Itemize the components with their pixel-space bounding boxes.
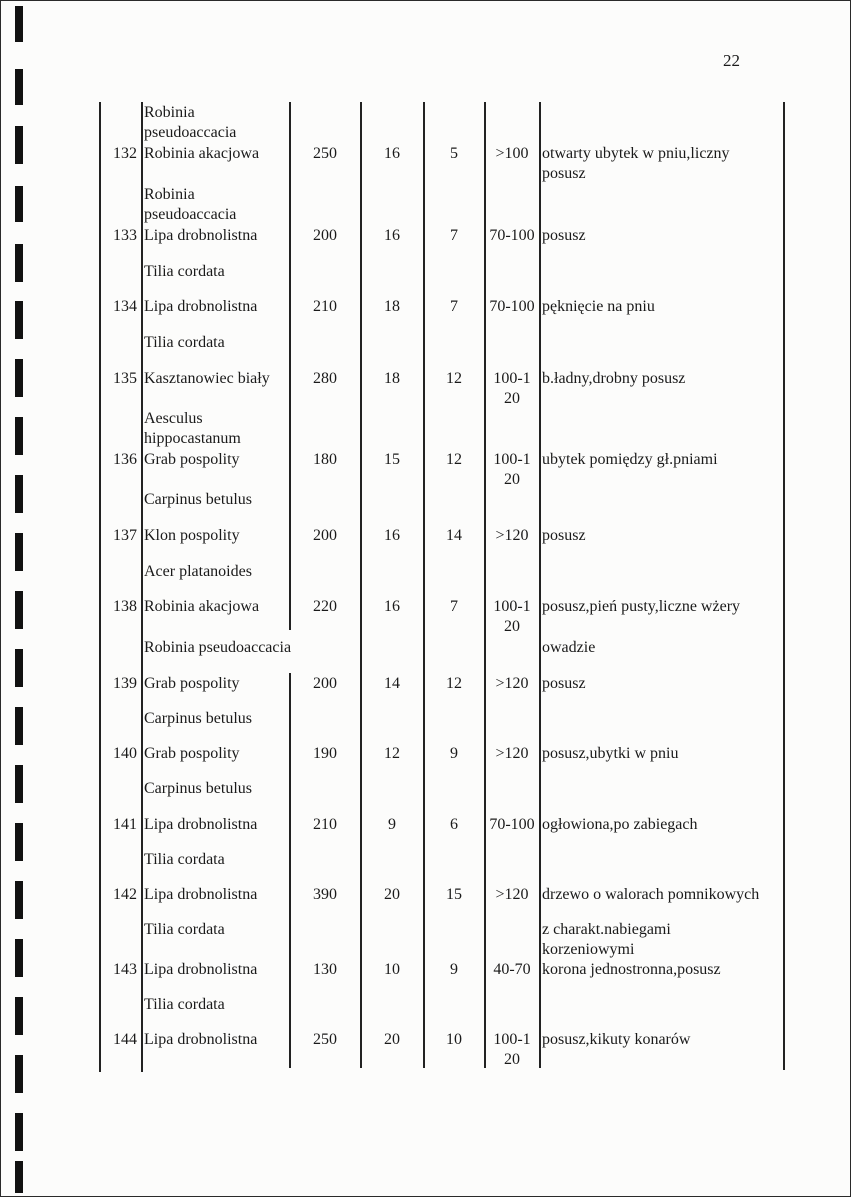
- column-rule: [289, 102, 291, 630]
- binding-mark: [15, 475, 23, 513]
- binding-mark: [15, 301, 23, 339]
- column-rule: [360, 102, 362, 1068]
- latin-name: Tilia cordata: [144, 334, 225, 351]
- tree-age: >100: [495, 145, 529, 162]
- notes: ubytek pomiędzy gł.pniami: [542, 451, 718, 468]
- row-number: 140: [113, 745, 137, 762]
- binding-mark: [15, 823, 23, 861]
- column-rule: [289, 673, 291, 1068]
- binding-mark: [15, 6, 23, 42]
- binding-mark: [15, 997, 23, 1035]
- latin-name: Robinia pseudoaccacia: [144, 639, 292, 656]
- row-number: 139: [113, 675, 137, 692]
- binding-mark: [15, 533, 23, 571]
- crown-width: 10: [446, 1031, 462, 1048]
- binding-mark: [15, 1113, 23, 1151]
- column-rule: [141, 102, 143, 1072]
- latin-name: Tilia cordata: [144, 263, 225, 280]
- notes: ogłowiona,po zabiegach: [542, 816, 698, 833]
- binding-mark: [15, 359, 23, 397]
- polish-name: Robinia akacjowa: [144, 598, 260, 615]
- column-rule: [423, 102, 425, 1068]
- circumference: 210: [313, 816, 337, 833]
- tree-age: 100-120: [493, 451, 531, 488]
- polish-name: Grab pospolity: [144, 675, 240, 692]
- latin-name: Tilia cordata: [144, 921, 225, 938]
- crown-width: 5: [450, 145, 458, 162]
- binding-mark: [15, 244, 23, 282]
- binding-mark: [15, 69, 23, 105]
- polish-name: Robinia akacjowa: [144, 145, 260, 162]
- notes: posusz,kikuty konarów: [542, 1031, 691, 1048]
- tree-age: 70-100: [489, 816, 535, 833]
- crown-width: 6: [450, 816, 458, 833]
- tree-age: 70-100: [489, 298, 535, 315]
- row-number: 136: [113, 451, 137, 468]
- polish-name: Klon pospolity: [144, 527, 240, 544]
- polish-name: Lipa drobnolistna: [144, 961, 258, 978]
- polish-name: Lipa drobnolistna: [144, 886, 258, 903]
- row-number: 137: [113, 527, 137, 544]
- binding-mark: [15, 939, 23, 977]
- notes: posusz,ubytki w pniu: [542, 745, 679, 762]
- latin-name: Carpinus betulus: [144, 780, 252, 797]
- polish-name: Lipa drobnolistna: [144, 227, 258, 244]
- polish-name: Grab pospolity: [144, 745, 240, 762]
- row-number: 142: [113, 886, 137, 903]
- tree-age: 70-100: [489, 227, 535, 244]
- tree-height: 18: [384, 370, 400, 387]
- column-rule: [484, 102, 486, 1068]
- tree-height: 12: [384, 745, 400, 762]
- crown-width: 15: [446, 886, 462, 903]
- notes: drzewo o walorach pomnikowych: [542, 886, 760, 903]
- crown-width: 7: [450, 298, 458, 315]
- binding-mark: [15, 126, 23, 164]
- binding-mark: [15, 1161, 23, 1193]
- binding-mark: [15, 591, 23, 629]
- circumference: 130: [313, 961, 337, 978]
- column-rule: [539, 102, 541, 1068]
- polish-name: Lipa drobnolistna: [144, 1031, 258, 1048]
- tree-age: 100-120: [493, 1031, 531, 1068]
- tree-height: 20: [384, 886, 400, 903]
- notes-continued: z charakt.nabiegami korzeniowymi: [542, 921, 671, 958]
- polish-name: Grab pospolity: [144, 451, 240, 468]
- tree-height: 20: [384, 1031, 400, 1048]
- notes: otwarty ubytek w pniu,liczny posusz: [542, 145, 730, 182]
- circumference: 180: [313, 451, 337, 468]
- crown-width: 9: [450, 745, 458, 762]
- binding-mark: [15, 881, 23, 919]
- row-number: 133: [113, 227, 137, 244]
- page-number: 22: [723, 51, 740, 70]
- polish-name: Kasztanowiec biały: [144, 370, 270, 387]
- latin-name: Carpinus betulus: [144, 491, 252, 508]
- circumference: 250: [313, 1031, 337, 1048]
- tree-height: 9: [388, 816, 396, 833]
- latin-name: Robinia pseudoaccacia: [144, 104, 237, 141]
- notes: posusz,pień pusty,liczne wżery: [542, 598, 741, 615]
- crown-width: 7: [450, 598, 458, 615]
- tree-height: 10: [384, 961, 400, 978]
- tree-age: >120: [495, 527, 529, 544]
- crown-width: 14: [446, 527, 462, 544]
- latin-name: Aesculus hippocastanum: [144, 410, 241, 447]
- tree-height: 16: [384, 227, 400, 244]
- notes: posusz: [542, 227, 586, 244]
- binding-mark: [15, 707, 23, 745]
- tree-height: 18: [384, 298, 400, 315]
- row-number: 134: [113, 298, 137, 315]
- tree-height: 16: [384, 598, 400, 615]
- binding-mark: [15, 186, 23, 222]
- tree-age: >120: [495, 745, 529, 762]
- notes: korona jednostronna,posusz: [542, 961, 721, 978]
- tree-height: 14: [384, 675, 400, 692]
- circumference: 220: [313, 598, 337, 615]
- row-number: 143: [113, 961, 137, 978]
- polish-name: Lipa drobnolistna: [144, 816, 258, 833]
- latin-name: Robinia pseudoaccacia: [144, 186, 237, 223]
- notes-continued: owadzie: [542, 639, 596, 656]
- crown-width: 12: [446, 675, 462, 692]
- polish-name: Lipa drobnolistna: [144, 298, 258, 315]
- notes: posusz: [542, 527, 586, 544]
- circumference: 280: [313, 370, 337, 387]
- row-number: 141: [113, 816, 137, 833]
- circumference: 210: [313, 298, 337, 315]
- notes: posusz: [542, 675, 586, 692]
- crown-width: 7: [450, 227, 458, 244]
- tree-height: 16: [384, 145, 400, 162]
- tree-height: 15: [384, 451, 400, 468]
- crown-width: 9: [450, 961, 458, 978]
- tree-age: >120: [495, 886, 529, 903]
- circumference: 200: [313, 527, 337, 544]
- binding-mark: [15, 417, 23, 455]
- column-rule: [99, 102, 101, 1072]
- tree-height: 16: [384, 527, 400, 544]
- binding-mark: [15, 765, 23, 803]
- tree-age: 100-120: [493, 370, 531, 407]
- latin-name: Acer platanoides: [144, 563, 252, 580]
- circumference: 390: [313, 886, 337, 903]
- notes: pęknięcie na pniu: [542, 298, 655, 315]
- row-number: 138: [113, 598, 137, 615]
- latin-name: Tilia cordata: [144, 996, 225, 1013]
- crown-width: 12: [446, 370, 462, 387]
- notes: b.ładny,drobny posusz: [542, 370, 686, 387]
- latin-name: Tilia cordata: [144, 851, 225, 868]
- column-rule: [783, 102, 785, 1070]
- binding-mark: [15, 1055, 23, 1093]
- row-number: 135: [113, 370, 137, 387]
- row-number: 132: [113, 145, 137, 162]
- binding-mark: [15, 649, 23, 687]
- tree-age: >120: [495, 675, 529, 692]
- circumference: 200: [313, 227, 337, 244]
- latin-name: Carpinus betulus: [144, 710, 252, 727]
- circumference: 190: [313, 745, 337, 762]
- crown-width: 12: [446, 451, 462, 468]
- circumference: 200: [313, 675, 337, 692]
- tree-age: 100-120: [493, 598, 531, 635]
- row-number: 144: [113, 1031, 137, 1048]
- tree-age: 40-70: [493, 961, 531, 978]
- circumference: 250: [313, 145, 337, 162]
